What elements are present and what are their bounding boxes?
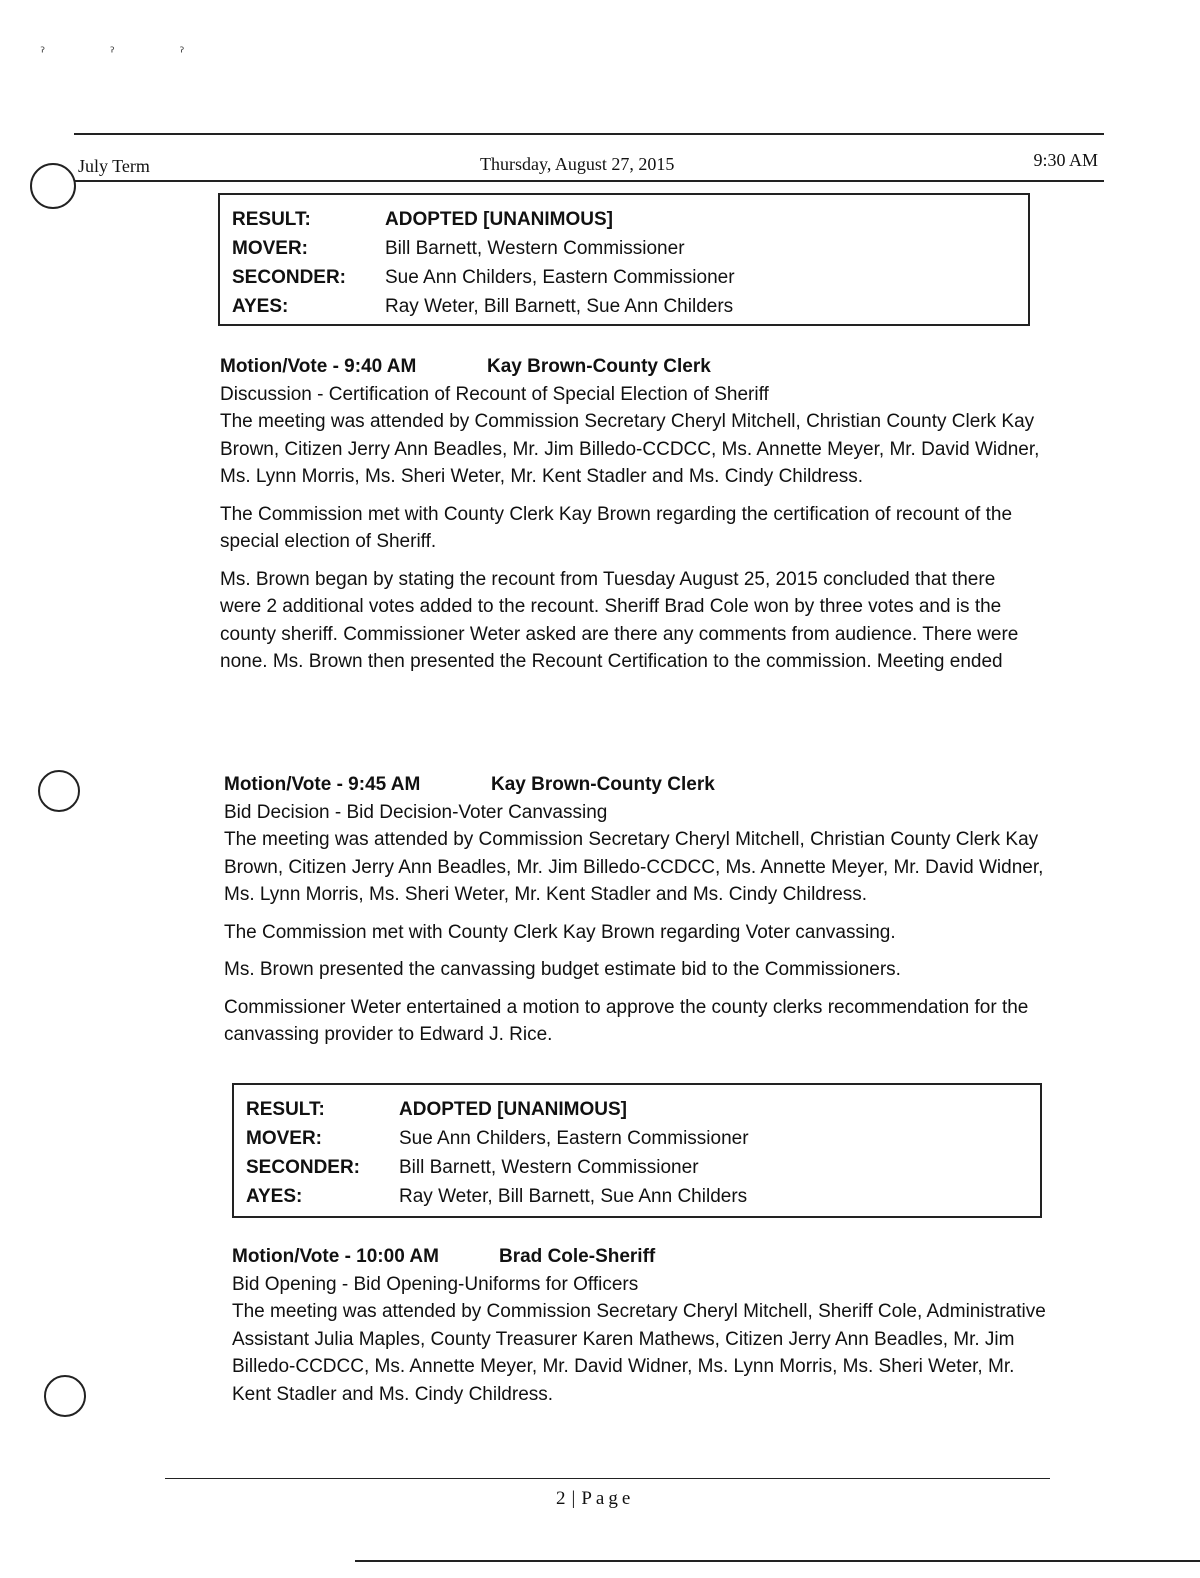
mover-value: Bill Barnett, Western Commissioner (385, 237, 685, 259)
seconder-value: Bill Barnett, Western Commissioner (399, 1156, 699, 1178)
motion-heading (220, 353, 1040, 381)
page-number: 2 (556, 1488, 566, 1509)
mover-row (246, 1124, 1028, 1153)
attendance-text: The meeting was attended by Commission Secretary Cheryl Mitchell, Christian County Clerk Kay Brown, Citizen Jerry Ann Beadles, Mr. Jim Billedo-CCDCC, Ms. Annette Meyer, Mr. David Widner, Ms. Lynn Morris, Ms. Sheri Weter, Mr. Kent Stadler and Ms. Cindy Childress. (224, 829, 1044, 905)
body-paragraph: The Commission met with County Clerk Kay Brown regarding Voter canvassing. (224, 921, 896, 943)
seconder-label: SECONDER: (246, 1156, 361, 1178)
mover-label: MOVER: (232, 237, 308, 259)
seconder-row (232, 263, 1016, 292)
page-header (78, 150, 1098, 176)
motion-description: Discussion - Certification of Recount of Special Election of Sheriff (220, 383, 769, 405)
ayes-value: Ray Weter, Bill Barnett, Sue Ann Childers (399, 1185, 748, 1207)
vote-result-box (232, 1083, 1042, 1218)
seconder-value: Sue Ann Childers, Eastern Commissioner (385, 266, 735, 288)
vote-result-box (218, 193, 1030, 326)
attendance-text: The meeting was attended by Commission Secretary Cheryl Mitchell, Sheriff Cole, Administrative Assistant Julia Maples, County Treasurer Karen Mathews, Citizen Jerry Ann Beadles, Mr. Jim Billedo-CCDCC, Ms. Annette Meyer, Mr. David Widner, Ms. Lynn Morris, Ms. Sheri Weter, Mr. Kent Stadler and Ms. Cindy Childress. (232, 1301, 1046, 1405)
motion-presenter: Brad Cole-Sheriff (499, 1246, 656, 1267)
result-label: RESULT: (246, 1098, 325, 1120)
motion-presenter: Kay Brown-County Clerk (491, 774, 715, 795)
motion-section (220, 353, 1040, 676)
page-footer (556, 1488, 634, 1510)
mover-value: Sue Ann Childers, Eastern Commissioner (399, 1127, 749, 1149)
motion-description: Bid Opening - Bid Opening-Uniforms for Officers (232, 1273, 639, 1295)
motion-heading (232, 1243, 1052, 1271)
motion-heading (224, 771, 1044, 799)
footer-divider: | (571, 1488, 576, 1509)
header-time: 9:30 AM (1033, 150, 1098, 170)
header-term: July Term (78, 156, 150, 176)
motion-time: Motion/Vote - 9:45 AM (224, 774, 421, 795)
mover-label: MOVER: (246, 1127, 322, 1149)
ayes-row (232, 292, 1016, 321)
ayes-value: Ray Weter, Bill Barnett, Sue Ann Childers (385, 295, 734, 317)
result-row (232, 205, 1016, 234)
body-paragraph: Commissioner Weter entertained a motion to approve the county clerks recommendation for the canvassing provider to Edward J. Rice. (224, 996, 1029, 1045)
motion-time: Motion/Vote - 10:00 AM (232, 1246, 439, 1267)
ayes-label: AYES: (232, 295, 289, 317)
result-label: RESULT: (232, 208, 311, 230)
header-rule-bottom (74, 180, 1104, 182)
seconder-label: SECONDER: (232, 266, 347, 288)
punch-hole-top (30, 163, 76, 209)
body-paragraph: Ms. Brown presented the canvassing budget estimate bid to the Commissioners. (224, 959, 901, 980)
header-rule-top (74, 133, 1104, 135)
body-paragraph: The Commission met with County Clerk Kay Brown regarding the certification of recount of the special election of Sheriff. (220, 503, 1013, 552)
page-label: Page (581, 1488, 635, 1509)
header-date: Thursday, August 27, 2015 (480, 154, 675, 174)
scan-specks: ˀ ˀ ˀ (40, 45, 215, 61)
footer-rule (165, 1478, 1050, 1479)
attendance-text: The meeting was attended by Commission Secretary Cheryl Mitchell, Christian County Clerk Kay Brown, Citizen Jerry Ann Beadles, Mr. Jim Billedo-CCDCC, Ms. Annette Meyer, Mr. David Widner, Ms. Lynn Morris, Ms. Sheri Weter, Mr. Kent Stadler and Ms. Cindy Childress. (220, 411, 1040, 487)
motion-description: Bid Decision - Bid Decision-Voter Canvassing (224, 801, 608, 823)
ayes-label: AYES: (246, 1185, 303, 1207)
body-paragraph: Ms. Brown began by stating the recount from Tuesday August 25, 2015 concluded that there were 2 additional votes added to the recount. Sheriff Brad Cole won by three votes and is the county sheriff. Commissioner Weter asked are there any comments from audience. There were none. Ms. Brown then presented the Recount Certification to the commission. Meeting ended (220, 568, 1019, 672)
result-value: ADOPTED [UNANIMOUS] (385, 208, 613, 230)
motion-section (232, 1243, 1052, 1408)
result-row (246, 1095, 1028, 1124)
punch-hole-middle (38, 770, 80, 812)
motion-section (224, 771, 1044, 1049)
bottom-rule (355, 1560, 1200, 1562)
punch-hole-bottom (44, 1375, 86, 1417)
seconder-row (246, 1153, 1028, 1182)
mover-row (232, 234, 1016, 263)
ayes-row (246, 1182, 1028, 1211)
motion-time: Motion/Vote - 9:40 AM (220, 356, 417, 377)
motion-presenter: Kay Brown-County Clerk (487, 356, 711, 377)
result-value: ADOPTED [UNANIMOUS] (399, 1098, 627, 1120)
